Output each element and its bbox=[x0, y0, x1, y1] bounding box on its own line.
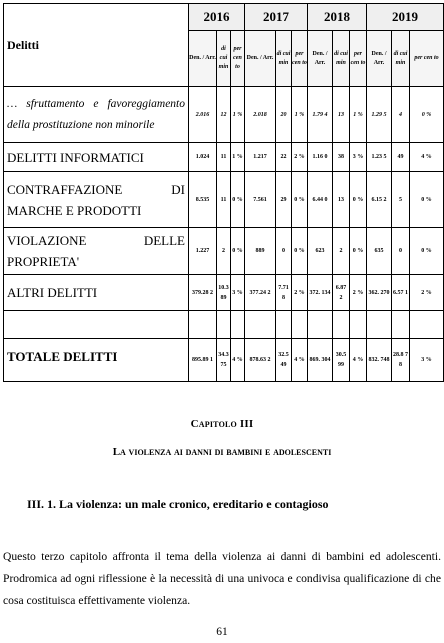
table-cell: 0 % bbox=[292, 228, 308, 275]
table-cell: 2 bbox=[333, 228, 350, 275]
subheader-den-arr: Den. / Arr. bbox=[308, 31, 333, 87]
table-cell: 0 % bbox=[350, 228, 367, 275]
year-2019: 2019 bbox=[367, 4, 444, 31]
table-cell bbox=[392, 311, 410, 339]
table-cell: 11 bbox=[217, 143, 231, 172]
table-cell: 6.15 2 bbox=[367, 172, 392, 228]
delitti-table bbox=[3, 3, 444, 382]
header-delitti: Delitti bbox=[4, 4, 189, 87]
year-2017: 2017 bbox=[245, 4, 308, 31]
table-row bbox=[4, 87, 444, 143]
table-cell: 3 % bbox=[350, 143, 367, 172]
table-cell bbox=[350, 311, 367, 339]
table-cell: 34.3 75 bbox=[217, 339, 231, 382]
table-cell: 2.016 bbox=[189, 87, 217, 143]
table-cell: 5 bbox=[392, 172, 410, 228]
table-cell: 1 % bbox=[231, 143, 245, 172]
table-cell: 1.217 bbox=[245, 143, 276, 172]
table-cell: 6.57 1 bbox=[392, 275, 410, 311]
table-cell: 2 bbox=[217, 228, 231, 275]
chapter-title: Capitolo III bbox=[190, 418, 254, 430]
table-cell: 372. 134 bbox=[308, 275, 333, 311]
table-cell: 889 bbox=[245, 228, 276, 275]
table-cell: 7.561 bbox=[245, 172, 276, 228]
table-cell: 28.8 78 bbox=[392, 339, 410, 382]
table-cell: 13 bbox=[333, 172, 350, 228]
table-cell: 12 bbox=[217, 87, 231, 143]
table-cell: 1 % bbox=[350, 87, 367, 143]
subheader-per-cento: per cen to bbox=[410, 31, 444, 87]
table-cell: 623 bbox=[308, 228, 333, 275]
table-cell: 4 % bbox=[231, 339, 245, 382]
table-cell bbox=[276, 311, 292, 339]
table-cell: 379.28 2 bbox=[189, 275, 217, 311]
table-cell: 13 bbox=[333, 87, 350, 143]
delitti-table-container bbox=[3, 3, 443, 368]
table-cell: 0 % bbox=[410, 172, 444, 228]
table-cell: 4 % bbox=[292, 339, 308, 382]
table-cell: 0 % bbox=[292, 172, 308, 228]
table-row-empty bbox=[4, 311, 444, 339]
table-cell bbox=[308, 311, 333, 339]
table-cell: 7.71 8 bbox=[276, 275, 292, 311]
table-cell: 8.535 bbox=[189, 172, 217, 228]
table-cell bbox=[245, 311, 276, 339]
row-label: DELITTI INFORMATICI bbox=[4, 143, 189, 172]
year-2016: 2016 bbox=[189, 4, 245, 31]
table-cell: 20 bbox=[276, 87, 292, 143]
row-label: CONTRAFFAZIONE DI MARCHE E PRODOTTI bbox=[4, 172, 189, 228]
table-cell: 0 % bbox=[231, 172, 245, 228]
table-cell: 895.89 1 bbox=[189, 339, 217, 382]
subheader-per-cento: per cen to bbox=[231, 31, 245, 87]
subheader-den-arr: Den. / Arr. bbox=[245, 31, 276, 87]
table-row bbox=[4, 275, 444, 311]
subheader-per-cento: per cen to bbox=[350, 31, 367, 87]
table-cell: 0 bbox=[392, 228, 410, 275]
table-cell: 32.5 49 bbox=[276, 339, 292, 382]
row-label: ALTRI DELITTI bbox=[4, 275, 189, 311]
table-cell: 362. 270 bbox=[367, 275, 392, 311]
table-cell bbox=[333, 311, 350, 339]
table-cell: 49 bbox=[392, 143, 410, 172]
subheader-di-cui-min: di cui min bbox=[217, 31, 231, 87]
table-cell: 2 % bbox=[410, 275, 444, 311]
table-cell: 22 bbox=[276, 143, 292, 172]
table-cell bbox=[292, 311, 308, 339]
table-cell: 0 bbox=[276, 228, 292, 275]
table-cell: 6.44 0 bbox=[308, 172, 333, 228]
table-cell: 377.24 2 bbox=[245, 275, 276, 311]
table-cell: 11 bbox=[217, 172, 231, 228]
table-cell: 0 % bbox=[410, 228, 444, 275]
table-cell: 0 % bbox=[350, 172, 367, 228]
table-cell: 1.29 5 bbox=[367, 87, 392, 143]
subheader-di-cui-min: di cui min bbox=[276, 31, 292, 87]
table-cell: 6.87 2 bbox=[333, 275, 350, 311]
table-cell: 2 % bbox=[292, 275, 308, 311]
table-cell bbox=[217, 311, 231, 339]
row-label bbox=[4, 311, 189, 339]
table-cell: 0 % bbox=[231, 228, 245, 275]
section-heading: III. 1. La violenza: un male cronico, ereditario e contagioso bbox=[27, 497, 329, 511]
table-cell: 3 % bbox=[231, 275, 245, 311]
table-row bbox=[4, 143, 444, 172]
row-label-total: TOTALE DELITTI bbox=[4, 339, 189, 382]
table-cell: 38 bbox=[333, 143, 350, 172]
row-label: … sfruttamento e favoreggiamento della prostituzione non minorile bbox=[4, 87, 189, 143]
table-cell bbox=[410, 311, 444, 339]
table-cell: 0 % bbox=[410, 87, 444, 143]
table-cell: 1.024 bbox=[189, 143, 217, 172]
body-paragraph: Questo terzo capitolo affronta il tema della violenza ai danni di bambini ed adolescenti. Prodromica ad ogni riflessione è la necessità di una univoca e condivisa qualificazione di che cosa costituisca effettivamente violenza. bbox=[3, 550, 441, 607]
table-cell: 2 % bbox=[292, 143, 308, 172]
table-cell: 3 % bbox=[410, 339, 444, 382]
table-cell: 635 bbox=[367, 228, 392, 275]
table-cell: 832. 748 bbox=[367, 339, 392, 382]
row-label: VIOLAZIONE DELLE PROPRIETA' bbox=[4, 228, 189, 275]
table-row-total bbox=[4, 339, 444, 382]
subheader-di-cui-min: di cui min bbox=[392, 31, 410, 87]
table-cell: 2 % bbox=[350, 275, 367, 311]
table-cell: 4 bbox=[392, 87, 410, 143]
table-cell bbox=[189, 311, 217, 339]
table-cell bbox=[231, 311, 245, 339]
chapter-subtitle: La violenza ai danni di bambini e adolescenti bbox=[112, 446, 332, 458]
table-cell: 4 % bbox=[350, 339, 367, 382]
table-cell: 2.018 bbox=[245, 87, 276, 143]
subheader-den-arr: Den. / Arr. bbox=[189, 31, 217, 87]
table-cell: 30.5 99 bbox=[333, 339, 350, 382]
table-cell bbox=[367, 311, 392, 339]
year-2018: 2018 bbox=[308, 4, 367, 31]
table-cell: 1.16 0 bbox=[308, 143, 333, 172]
subheader-di-cui-min: di cui min bbox=[333, 31, 350, 87]
table-cell: 1 % bbox=[292, 87, 308, 143]
table-row bbox=[4, 228, 444, 275]
subheader-per-cento: per cen to bbox=[292, 31, 308, 87]
table-cell: 869. 304 bbox=[308, 339, 333, 382]
page-number: 61 bbox=[216, 626, 228, 638]
table-cell: 878.63 2 bbox=[245, 339, 276, 382]
table-cell: 10.3 89 bbox=[217, 275, 231, 311]
table-cell: 1.23 5 bbox=[367, 143, 392, 172]
table-cell: 29 bbox=[276, 172, 292, 228]
table-cell: 1 % bbox=[231, 87, 245, 143]
table-cell: 1.227 bbox=[189, 228, 217, 275]
table-cell: 4 % bbox=[410, 143, 444, 172]
subheader-den-arr: Den. / Arr. bbox=[367, 31, 392, 87]
table-cell: 1.79 4 bbox=[308, 87, 333, 143]
table-row bbox=[4, 172, 444, 228]
